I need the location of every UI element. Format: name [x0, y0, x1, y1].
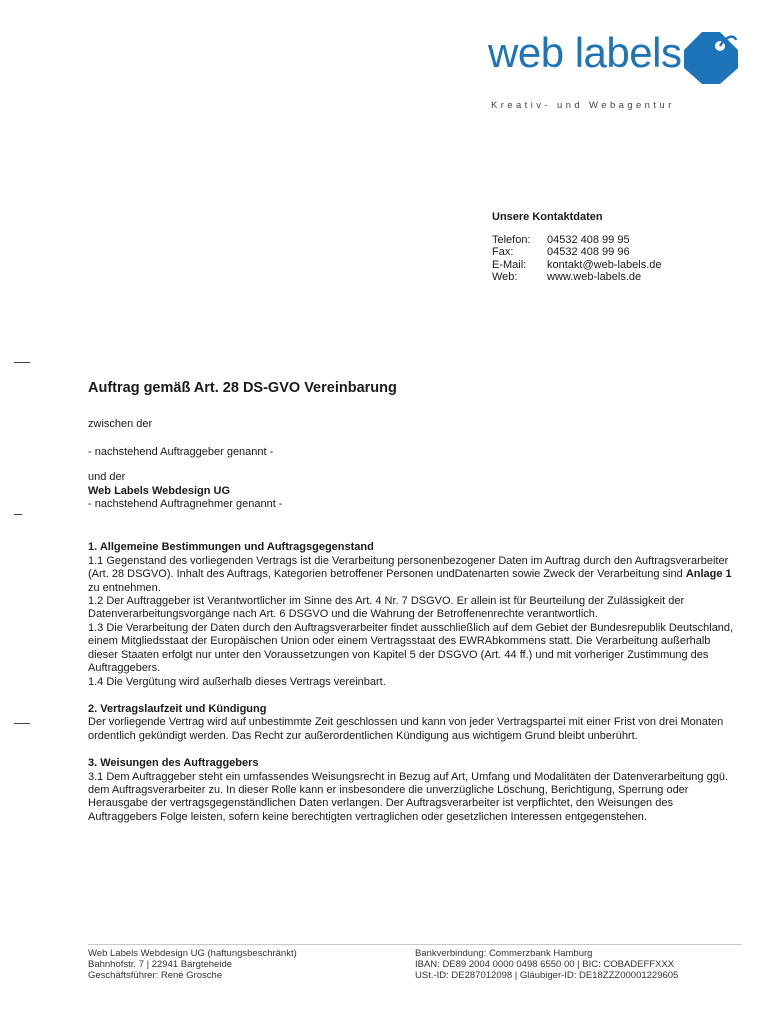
footer-line: USt.-ID: DE287012098 | Gläubiger-ID: DE18ZZZ00001229605 — [415, 970, 679, 982]
section-1-paragraph-4: 1.4 Die Vergütung wird außerhalb dieses Vertrags vereinbart. — [88, 675, 386, 688]
contact-heading: Unsere Kontaktdaten — [492, 211, 603, 223]
footer-company-info — [88, 948, 297, 982]
contact-label: E-Mail: — [492, 258, 527, 271]
footer-line: Web Labels Webdesign UG (haftungsbeschränkt) — [88, 948, 297, 959]
contact-label: Fax: — [492, 246, 514, 258]
contact-label: Web: — [492, 271, 518, 283]
text-span: 1.1 Gegenstand des vorliegenden Vertrags ist die Verarbeitung personenbezogener Daten im Auftrag durch den Auftragsverarbeiter (Art. 28 DSGVO). Inhalt des Auftrags, Kategorien betroffener Personen undDatenarten sowie Zweck der Verarbeitung sind — [88, 554, 729, 581]
section-2-paragraph-1: Der vorliegende Vertrag wird auf unbestimmte Zeit geschlossen und kann von jeder Vertragspartei mit einer Frist von drei Monaten ordentlich gekündigt werden. Das Recht zur außerordentlichen Kündigung aus wichtigem Grund bleibt unberührt. — [88, 716, 724, 742]
footer-line: Bankverbindung: Commerzbank Hamburg — [415, 948, 593, 959]
document-title: Auftrag gemäß Art. 28 DS-GVO Vereinbarung — [88, 380, 397, 396]
annex-reference: Anlage 1 — [685, 568, 732, 581]
contact-row-fax — [492, 246, 662, 259]
document-body — [88, 382, 738, 824]
section-2-heading: 2. Vertragslaufzeit und Kündigung — [88, 702, 267, 715]
contact-row-email — [492, 259, 662, 272]
footer-line: IBAN: DE89 2004 0000 0498 6550 00 | BIC: COBADEFFXXX — [415, 959, 675, 971]
label-tag-icon — [680, 30, 742, 86]
contact-label: Telefon: — [492, 233, 531, 246]
hole-mark — [14, 514, 22, 515]
footer-line: Geschäftsführer: René Grosche — [88, 970, 223, 982]
section-3-paragraph-1: 3.1 Dem Auftraggeber steht ein umfassendes Weisungsrecht in Bezug auf Art, Umfang und Modalitäten der Datenverarbeitung ggü. dem Auftragsverarbeiter zu. In dieser Rolle kann er insbesondere die unverzügliche Löschung, Berichtigung, Sperrung oder Herausgabe der vertragsgegenständlichen Daten verlangen. Der Auftragsverarbeiter ist verpflichtet, den Weisungen des Auftraggebers Folge leisten, sofern keine berechtigten vertraglichen oder gesetzlichen Interessen entgegenstehen. — [88, 770, 729, 823]
between-text: zwischen der — [88, 418, 153, 431]
contact-table — [492, 234, 662, 284]
footer-line: Bahnhofstr. 7 | 22941 Bargteheide — [88, 959, 233, 971]
section-1-heading: 1. Allgemeine Bestimmungen und Auftragsgegenstand — [88, 541, 374, 554]
text-span: zu entnehmen. — [88, 581, 161, 594]
contact-value: 04532 408 99 95 — [547, 233, 630, 246]
contact-row-web — [492, 271, 662, 284]
and-text: und der — [88, 471, 126, 484]
fold-mark — [14, 723, 30, 724]
contact-value: 04532 408 99 96 — [547, 246, 630, 258]
client-role: - nachstehend Auftraggeber genannt - — [88, 445, 274, 458]
fold-mark — [14, 362, 30, 363]
contact-value[interactable]: www.web-labels.de — [547, 271, 642, 283]
section-1-paragraph-2: 1.2 Der Auftraggeber ist Verantwortlicher im Sinne des Art. 4 Nr. 7 DSGVO. Er allein ist für Beurteilung der Zulässigkeit der Datenverarbeitungsvorgänge nach Art. 6 DSGVO und die Wahrung der Betroffenenrechte verantwortlich. — [88, 595, 685, 621]
section-3-heading: 3. Weisungen des Auftraggebers — [88, 757, 259, 770]
logo-tagline: Kreativ- und Webagentur — [491, 100, 675, 111]
contact-value[interactable]: kontakt@web-labels.de — [547, 258, 662, 271]
logo-wordmark: web labels — [488, 29, 682, 76]
section-1-paragraph-3: 1.3 Die Verarbeitung der Daten durch den Auftragsverarbeiter findet ausschließlich auf dem Gebiet der Bundesrepublik Deutschland, einem Mitgliedsstaat der Europäischen Union oder einem Vertragsstaat des EWRAbkommens statt. Die Verarbeitung außerhalb dieser Staaten erfolgt nur unter den Voraussetzungen von Kapitel 5 der DSGVO (Art. 44 ff.) und mit vorheriger Zustimmung des Auftraggebers. — [88, 621, 734, 675]
contractor-role: - nachstehend Auftragnehmer genannt - — [88, 498, 283, 511]
footer-bank-info — [415, 948, 678, 982]
contractor-name: Web Labels Webdesign UG — [88, 484, 231, 497]
contact-block — [492, 211, 662, 284]
section-1-paragraph-1 — [88, 555, 738, 595]
contact-row-phone — [492, 234, 662, 247]
footer-divider — [88, 944, 742, 945]
